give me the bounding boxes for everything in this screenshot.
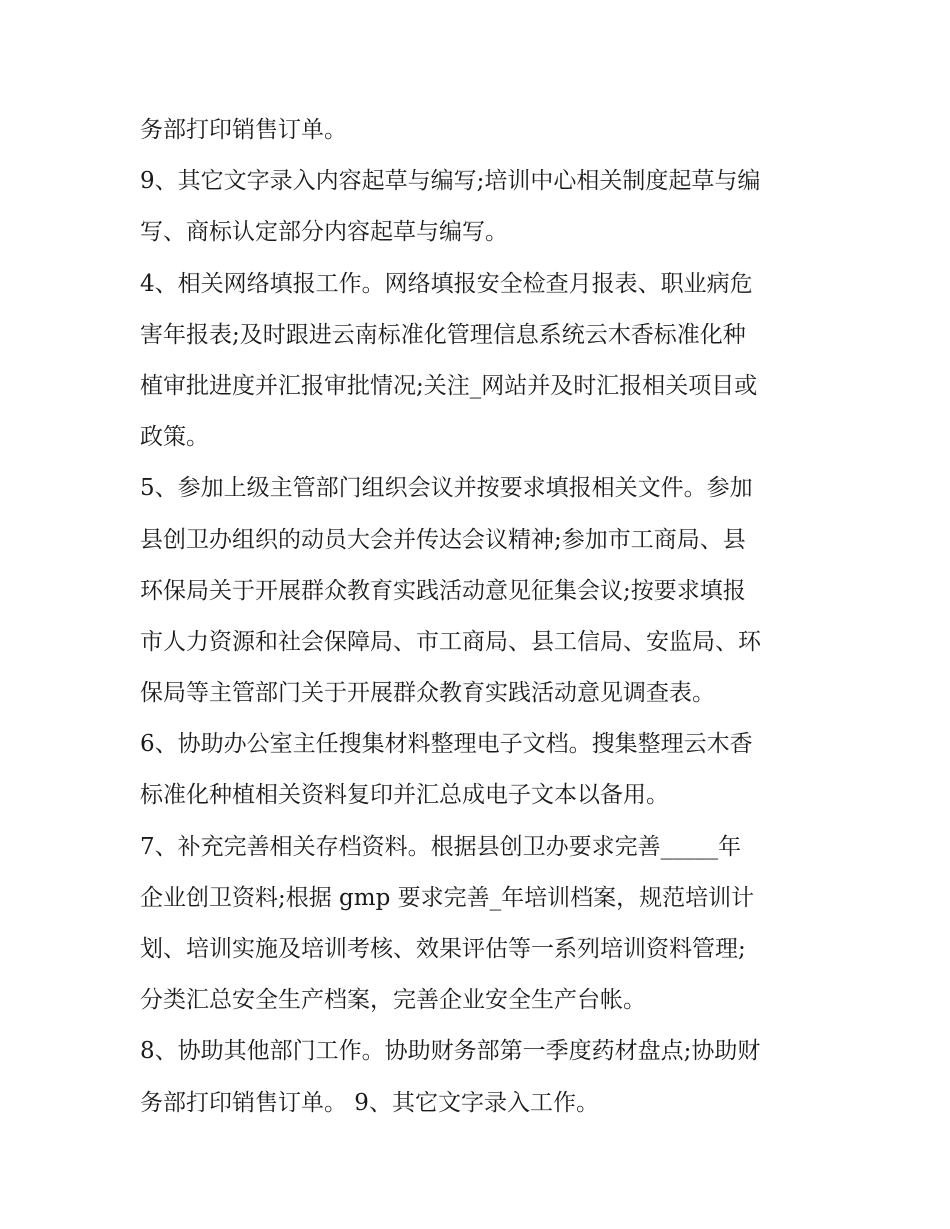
text-line: 植审批进度并汇报审批情况;关注_网站并及时汇报相关项目或	[140, 372, 758, 399]
text-line: 害年报表;及时跟进云南标准化管理信息系统云木香标准化种	[140, 321, 746, 348]
text-line: 9、其它文字录入内容起草与编写;培训中心相关制度起草与编	[140, 168, 761, 195]
text-line: 政策。	[140, 424, 209, 451]
text-line: 县创卫办组织的动员大会并传达会议精神;参加市工商局、县	[140, 526, 746, 553]
text-line: 环保局关于开展群众教育实践活动意见征集会议;按要求填报	[140, 577, 746, 604]
text-line: 标准化种植相关资料复印并汇总成电子文本以备用。	[140, 782, 669, 809]
text-line: 务部打印销售订单。	[140, 117, 347, 143]
text-line: 7、补充完善相关存档资料。根据县创卫办要求完善_____年	[140, 833, 742, 860]
document-body	[140, 105, 830, 1129]
text-line: 市人力资源和社会保障局、市工商局、县工信局、安监局、环	[140, 628, 761, 655]
text-line: 划、培训实施及培训考核、效果评估等一系列培训资料管理;	[140, 936, 746, 962]
text-line: 写、商标认定部分内容起草与编写。	[140, 219, 508, 246]
text-line: 6、协助办公室主任搜集材料整理电子文档。搜集整理云木香	[140, 731, 753, 758]
text-line: 8、协助其他部门工作。协助财务部第一季度药材盘点;协助财	[140, 1038, 761, 1065]
text-line: 4、相关网络填报工作。网络填报安全检查月报表、职业病危	[140, 270, 753, 297]
text-line: 企业创卫资料;根据 gmp 要求完善_年培训档案，规范培训计	[140, 884, 755, 911]
text-line: 5、参加上级主管部门组织会议并按要求填报相关文件。参加	[140, 475, 753, 502]
text-line: 务部打印销售订单。 9、其它文字录入工作。	[140, 1089, 599, 1116]
text-line: 分类汇总安全生产档案，完善企业安全生产台帐。	[140, 987, 646, 1014]
text-line: 保局等主管部门关于开展群众教育实践活动意见调查表。	[140, 680, 715, 707]
